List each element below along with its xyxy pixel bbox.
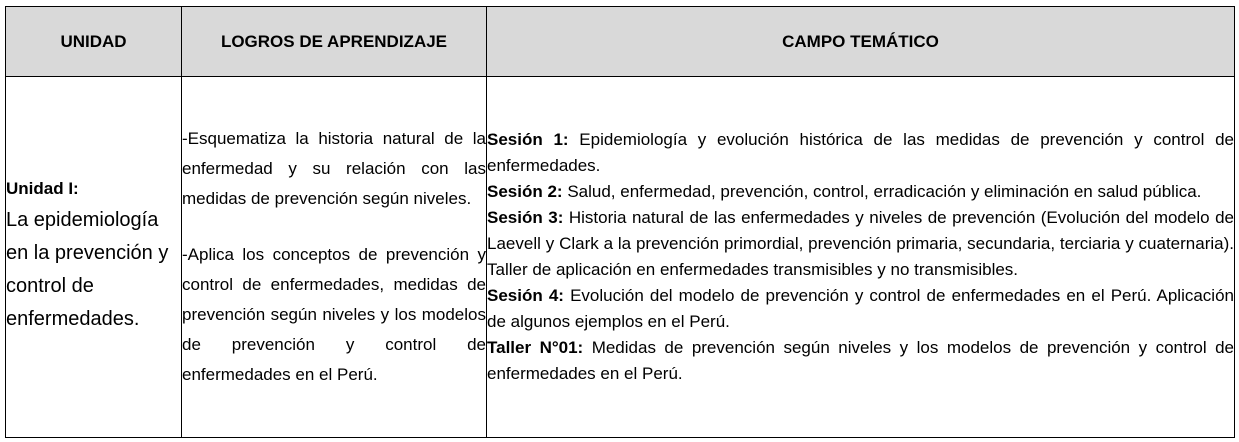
header-logros: LOGROS DE APRENDIZAJE (182, 7, 487, 77)
session-label: Sesión 1: (487, 130, 569, 149)
header-unidad: UNIDAD (6, 7, 182, 77)
session-text: Evolución del modelo de prevención y control de enfermedades en el Perú. Aplicación de algunos ejemplos en el Perú. (487, 286, 1234, 331)
logro-item: -Aplica los conceptos de prevención y control de enfermedades, medidas de prevención según niveles y los modelos de prevención y control de enfermedades en el Perú. (182, 245, 486, 384)
session-label: Sesión 3: (487, 208, 564, 227)
session-item (487, 127, 1234, 179)
session-item (487, 283, 1234, 335)
logros-cell (182, 77, 487, 438)
session-label: Sesión 4: (487, 286, 564, 305)
unit-label: Unidad I: (6, 179, 79, 198)
session-item (487, 205, 1234, 283)
logro-item: -Esquematiza la historia natural de la enfermedad y su relación con las medidas de prevención según niveles. (182, 129, 486, 208)
header-row (6, 7, 1235, 77)
unit-cell (6, 77, 182, 438)
header-campo: CAMPO TEMÁTICO (487, 7, 1235, 77)
session-label: Taller N°01: (487, 338, 584, 357)
session-text: Historia natural de las enfermedades y niveles de prevención (Evolución del modelo de Laevell y Clark a la prevención primordial, prevención primaria, secundaria, terciaria y cuaternaria). Taller de aplicación en enfermedades transmisibles y no transmisibles. (487, 208, 1234, 279)
content-row (6, 77, 1235, 438)
session-text: Salud, enfermedad, prevención, control, erradicación y eliminación en salud pública. (562, 182, 1202, 201)
campo-cell (487, 77, 1235, 438)
session-text: Epidemiología y evolución histórica de las medidas de prevención y control de enfermedades. (487, 130, 1234, 175)
session-text: Medidas de prevención según niveles y los modelos de prevención y control de enfermedades en el Perú. (487, 338, 1234, 383)
syllabus-table (5, 6, 1235, 438)
unit-description: La epidemiología en la prevención y control de enfermedades. (6, 209, 169, 330)
session-item (487, 335, 1234, 387)
session-label: Sesión 2: (487, 182, 563, 201)
session-item (487, 179, 1234, 205)
